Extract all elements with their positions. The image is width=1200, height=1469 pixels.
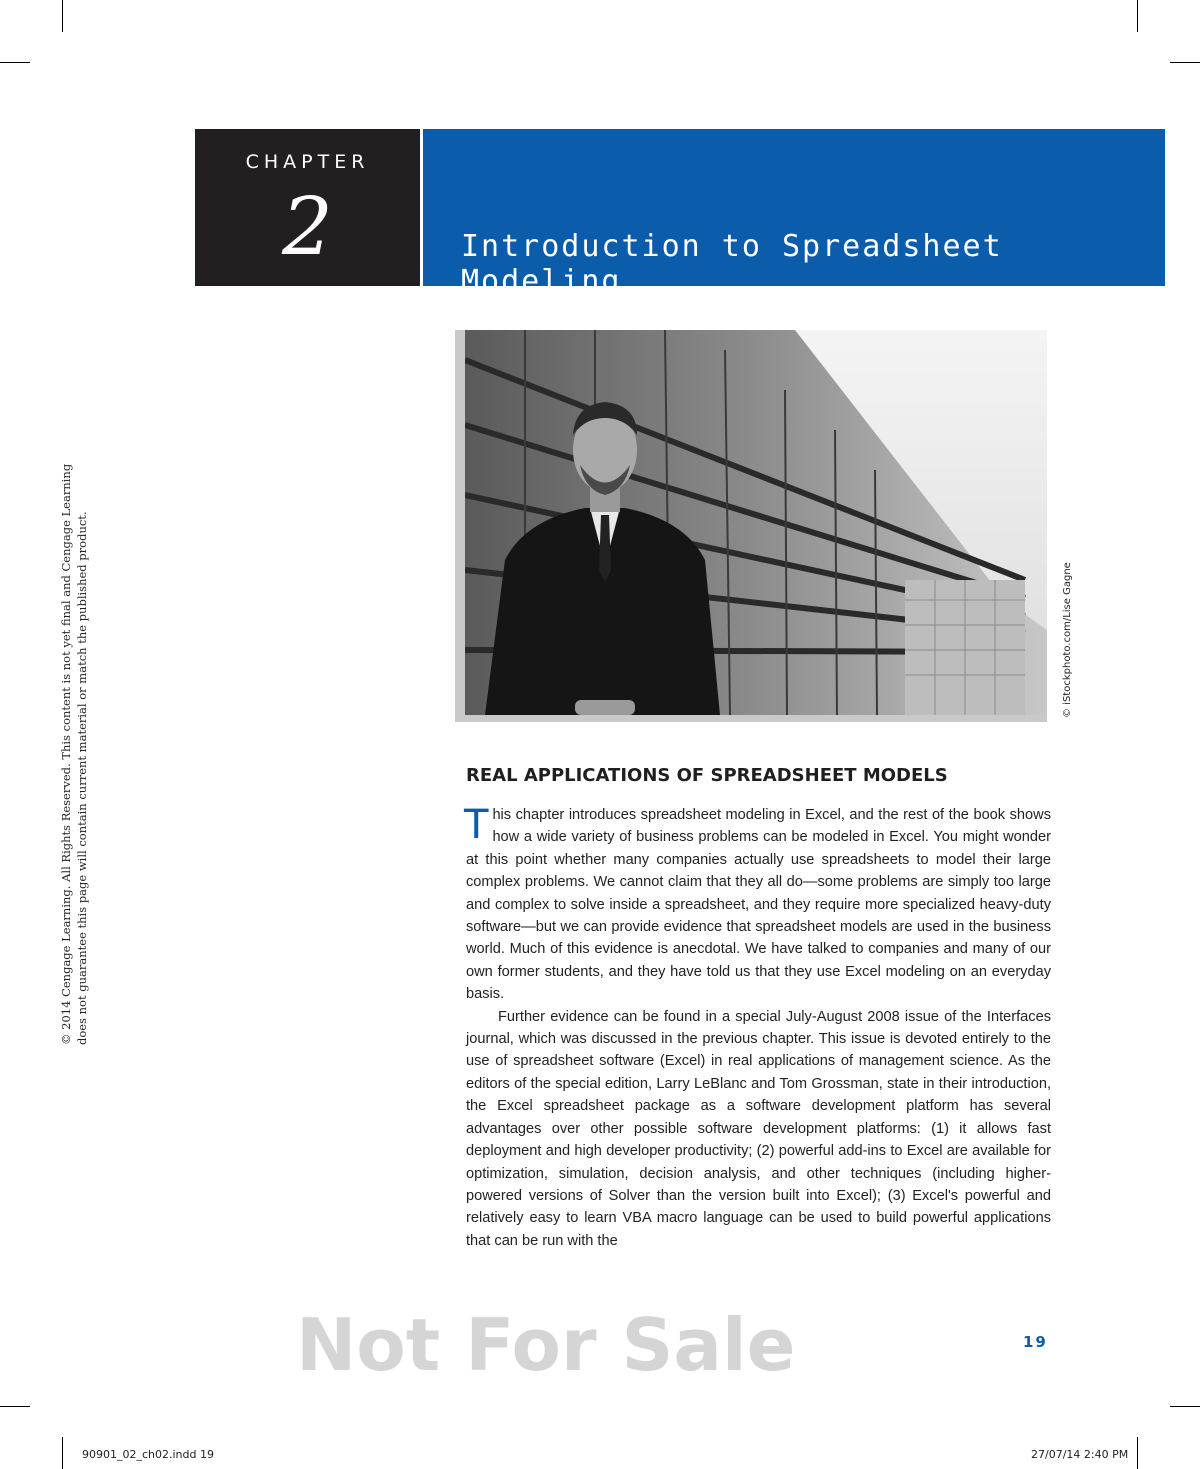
body-text — [466, 804, 1051, 1252]
crop-mark — [1137, 0, 1138, 32]
watermark: Not For Sale — [296, 1303, 796, 1387]
crop-mark — [62, 1437, 63, 1469]
slug-left: 90901_02_ch02.indd 19 — [82, 1448, 214, 1461]
copyright-line-1: © 2014 Cengage Learning. All Rights Reserved. This content is not yet final and Cengage Learning — [59, 463, 73, 1045]
paragraph-2: Further evidence can be found in a special July-August 2008 issue of the Interfaces journal, which was discussed in the previous chapter. This issue is devoted entirely to the use of spreadsheet software (Excel) in real applications of management science. As the editors of the special edition, Larry LeBlanc and Tom Grossman, state in their introduction, the Excel spreadsheet package as a software development platform has several advantages over other possible software development platforms: (1) it allows fast deployment and high developer productivity; (2) powerful add-ins to Excel are available for optimization, simulation, decision analysis, and other techniques (including higher-powered versions of Solver than the version built into Excel); (3) Excel's powerful and relatively easy to learn VBA macro language can be used to build powerful applications that can be run with the — [466, 1008, 1051, 1249]
chapter-title-bar — [423, 129, 1165, 299]
chapter-label: CHAPTER — [245, 151, 370, 173]
photo-credit: © iStockphoto.com/Lise Gagne — [1062, 562, 1073, 718]
chapter-title: Introduction to Spreadsheet Modeling — [461, 229, 1003, 299]
crop-mark — [62, 0, 63, 32]
paragraph-1 — [466, 804, 1051, 1006]
chapter-box — [195, 129, 420, 286]
paragraph-1-text: his chapter introduces spreadsheet modeling in Excel, and the rest of the book shows how a wide variety of business problems can be modeled in Excel. You might wonder at this point whether many companies actually use spreadsheets to model their large complex problems. We cannot claim that they all do—some problems are simply too large and complex to solve inside a spreadsheet, and they require more specialized heavy-duty software—but we can provide evidence that spreadsheet models are used in the business world. Much of this evidence is anecdotal. We have talked to companies and many of our own former students, and they have told us that they use Excel modeling on an everyday basis. — [466, 807, 1051, 1003]
crop-mark — [1170, 62, 1200, 63]
crop-mark — [1170, 1406, 1200, 1407]
copyright-line-2: does not guarantee this page will contain current material or match the published product. — [75, 511, 89, 1045]
chapter-photo — [455, 330, 1047, 722]
copyright-notice — [58, 425, 90, 1045]
slug-right: 27/07/14 2:40 PM — [1031, 1448, 1129, 1461]
page-number: 19 — [1023, 1333, 1048, 1351]
section-heading: REAL APPLICATIONS OF SPREADSHEET MODELS — [466, 765, 948, 786]
drop-cap: T — [464, 802, 489, 848]
crop-mark — [1137, 1437, 1138, 1469]
crop-mark — [0, 1406, 30, 1407]
chapter-number: 2 — [282, 180, 333, 273]
crop-mark — [0, 62, 30, 63]
business-man-photo-icon — [465, 330, 1047, 715]
